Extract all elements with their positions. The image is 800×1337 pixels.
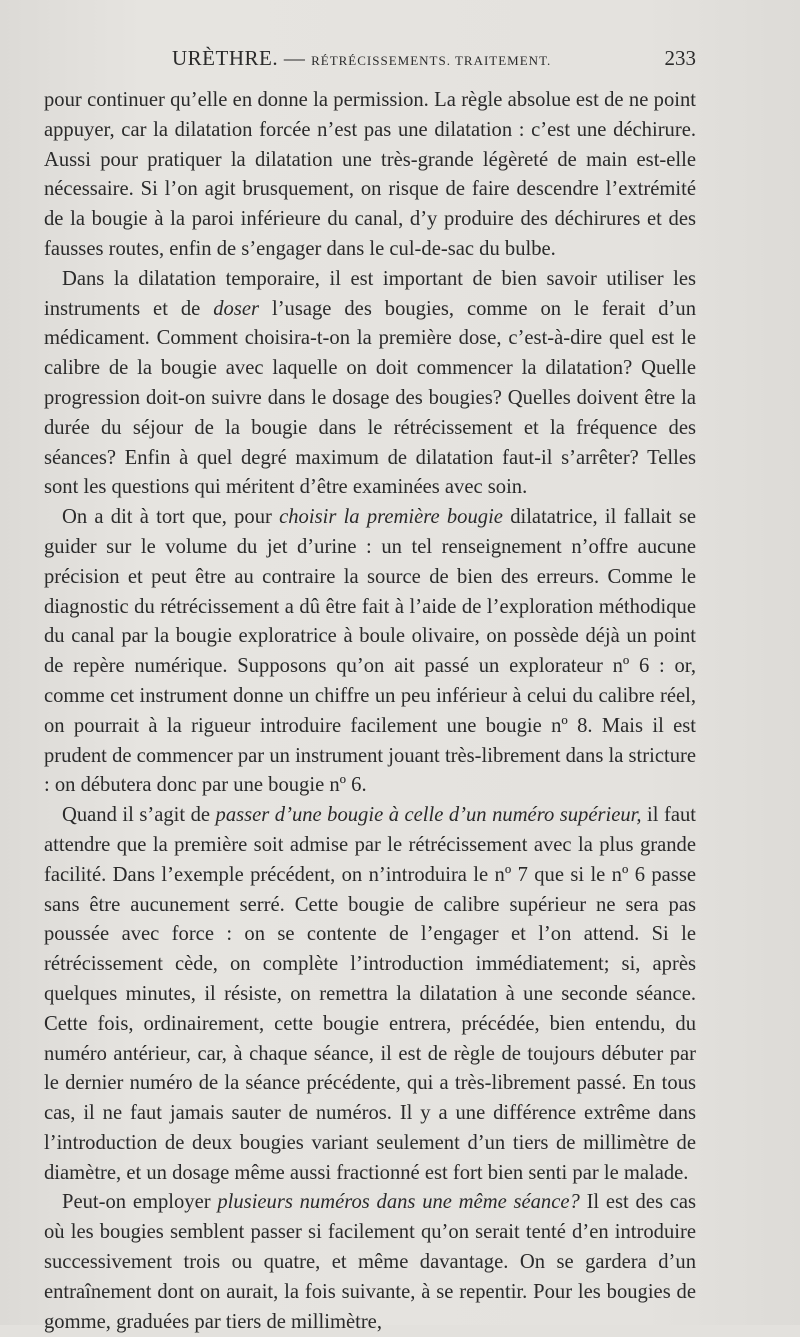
body-text [44,86,696,1337]
paragraph-text: l’usage des bougies, comme on le ferait d’un médicament. Comment choisira-t-on la première dose, c’est-à-dire quel est le calibre de la bougie avec laquelle on doit commencer la dilatation? Quelle progression doit-on suivre dans le dosage des bougies? Quelles doivent être la durée du séjour de la bougie dans le rétrécissement et la fréquence des séances? Enfin à quel degré maximum de dilatation faut-il s’arrêter? Telles sont les questions qui méritent d’être examinées avec soin. [44,297,696,499]
paragraph-text: dilatatrice, il fallait se guider sur le volume du jet d’urine : un tel renseignement n’offre aucune précision et peut être au contraire la source de bien des erreurs. Comme le diagnostic du rétrécissement a dû être fait à l’aide de l’exploration méthodique du canal par la bougie exploratrice à boule olivaire, on possède déjà un point de repère numérique. Supposons qu’on ait passé un explorateur nº 6 : or, comme cet instrument donne un chiffre un peu inférieur à celui du calibre réel, on pourrait à la rigueur introduire facilement une bougie nº 8. Mais il est prudent de commencer par un instrument jouant très-librement dans la stricture : on débutera donc par une bougie nº 6. [44,506,697,797]
paragraph [44,1188,696,1337]
paragraph-text: Dans la dilatation temporaire, il est important de bien savoir utiliser les instruments et de [44,267,696,320]
italic-phrase: doser [213,297,260,320]
paragraph-text: Il est des cas où les bougies semblent passer si facilement qu’on serait tenté d’en introduire successivement trois ou quatre, et même davantage. On se gardera d’un entraînement dont on aurait, la fois suivante, à se repentir. Pour les bougies de gomme, graduées par tiers de millimètre, [44,1191,697,1333]
running-title: URÈTHRE. [172,46,279,70]
paragraph-text: il faut attendre que la première soit admise par le rétrécissement avec la plus grande facilité. Dans l’exemple précédent, on n’introduira le nº 7 que si le nº 6 passe sans être aucunement serré. Cette bougie de calibre supérieur ne sera pas poussée avec force : on se contente de l’engager et l’on attend. Si le rétrécissement cède, on complète l’introduction immédiatement; si, après quelques minutes, il résiste, on remettra la dilatation à une seconde séance. Cette fois, ordinairement, cette bougie entrera, précédée, bien entendu, du numéro antérieur, car, à chaque séance, il est de règle de toujours débuter par le dernier numéro de la séance précédente, qui a très-librement passé. En tous cas, il ne faut jamais sauter de numéros. Il y a une différence extrême dans l’introduction de deux bougies variant seulement d’un tiers de millimètre de diamètre, et un dosage même aussi fractionné est fort bien senti par le malade. [44,804,696,1184]
running-header [44,46,696,84]
paragraph-text: pour continuer qu’elle en donne la permission. La règle absolue est de ne point appuyer, car la dilatation forcée n’est pas une dilatation : c’est une déchirure. Aussi pour pratiquer la dilatation une très-grande légèreté de main est-elle nécessaire. Si l’on agit brusquement, on risque de faire descendre l’extrémité de la bougie à la paroi inférieure du canal, d’y produire des déchirures et des fausses routes, enfin de s’engager dans le cul-de-sac du bulbe. [44,89,696,260]
running-subtitle: RÉTRÉCISSEMENTS. TRAITEMENT. [311,53,552,68]
italic-phrase: plusieurs numéros dans une même séance? [217,1191,580,1214]
page-number: 233 [664,46,696,70]
italic-phrase: passer d’une bougie à celle d’un numéro supérieur, [215,804,642,827]
paragraph-text: Quand il s’agit de [62,804,211,827]
paragraph-text: Peut-on employer [62,1191,211,1214]
paragraph [44,503,696,801]
paragraph [44,801,696,1188]
paragraph [44,86,696,265]
running-separator: — [283,46,306,70]
paragraph-text: On a dit à tort que, pour [62,506,272,529]
paragraph [44,265,696,503]
italic-phrase: choisir la première bougie [279,506,503,529]
running-head [172,46,551,71]
